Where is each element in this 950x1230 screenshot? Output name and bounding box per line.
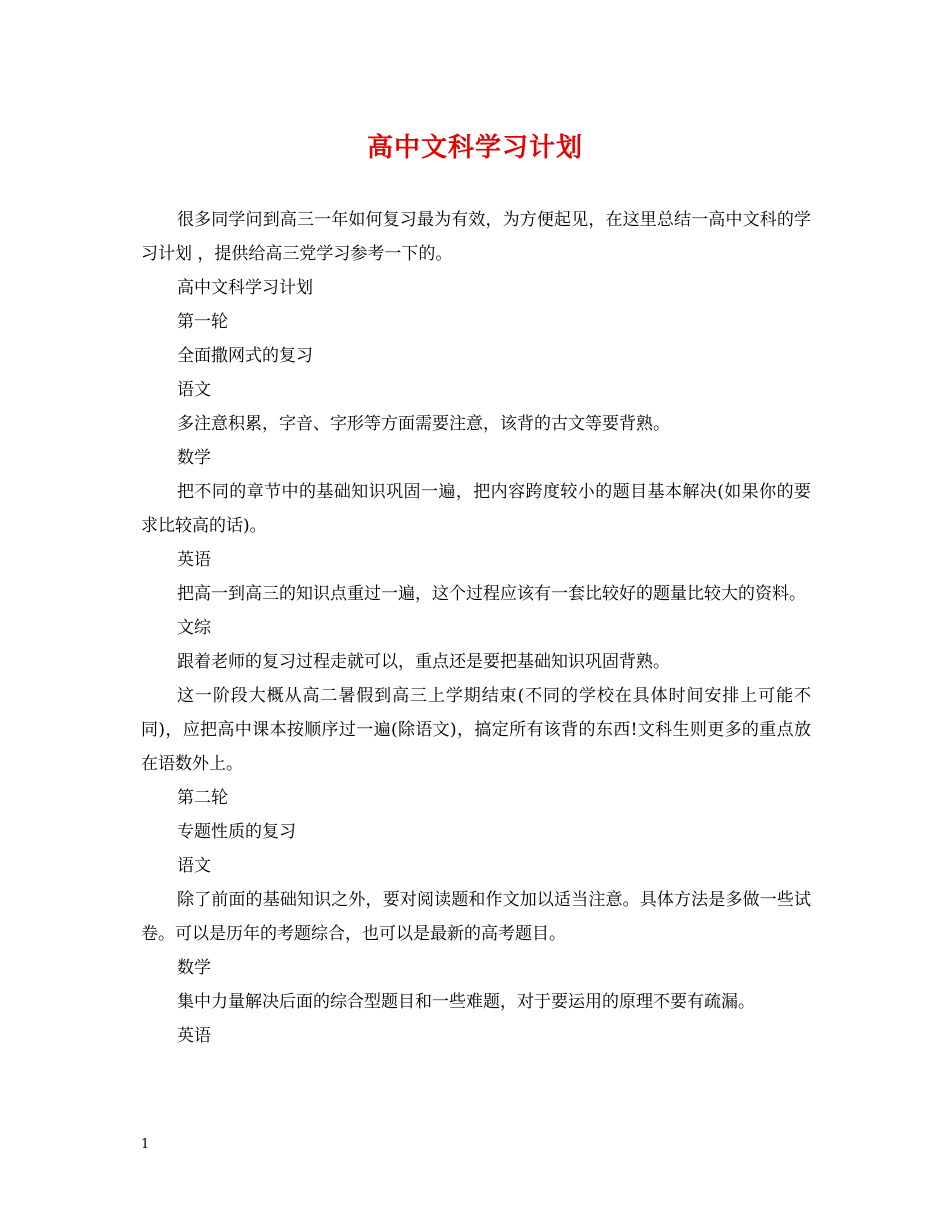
paragraph-english: 把高一到高三的知识点重过一遍，这个过程应该有一套比较好的题量比较大的资料。 <box>177 584 806 604</box>
paragraph-intro: 很多同学问到高三一年如何复习最为有效，为方便起见，在这里总结一高中文科的学习计划 ，提供给高三党学习参考一下的。 <box>141 210 811 264</box>
page-number: 1 <box>141 1137 150 1152</box>
subject-english: 英语 <box>177 550 211 570</box>
subject-liberal-arts: 文综 <box>177 618 211 638</box>
heading-round-two: 第二轮 <box>177 788 228 808</box>
heading-plan: 高中文科学习计划 <box>177 278 313 298</box>
subject-chinese-2: 语文 <box>177 856 211 876</box>
paragraph-chinese-2: 除了前面的基础知识之外，要对阅读题和作文加以适当注意。具体方法是多做一些试卷。可以是历年的考题综合，也可以是最新的高考题目。 <box>141 890 811 944</box>
subheading-round-one: 全面撒网式的复习 <box>177 346 313 366</box>
paragraph-liberal-arts: 跟着老师的复习过程走就可以，重点还是要把基础知识巩固背熟。 <box>177 652 670 672</box>
paragraph-math-2: 集中力量解决后面的综合型题目和一些难题，对于要运用的原理不要有疏漏。 <box>177 992 755 1012</box>
paragraph-math: 把不同的章节中的基础知识巩固一遍，把内容跨度较小的题目基本解决(如果你的要求比较高的话)。 <box>141 482 811 536</box>
subject-math-2: 数学 <box>177 958 211 978</box>
document-title: 高中文科学习计划 <box>366 133 583 163</box>
subject-english-2: 英语 <box>177 1026 211 1046</box>
subheading-round-two: 专题性质的复习 <box>177 822 296 842</box>
heading-round-one: 第一轮 <box>177 312 228 332</box>
document-body <box>141 203 811 1053</box>
paragraph-round-one-summary: 这一阶段大概从高二暑假到高三上学期结束(不同的学校在具体时间安排上可能不同)，应把高中课本按顺序过一遍(除语文)，搞定所有该背的东西!文科生则更多的重点放在语数外上。 <box>141 686 811 774</box>
paragraph-chinese: 多注意积累，字音、字形等方面需要注意，该背的古文等要背熟。 <box>177 414 670 434</box>
subject-chinese: 语文 <box>177 380 211 400</box>
subject-math: 数学 <box>177 448 211 468</box>
